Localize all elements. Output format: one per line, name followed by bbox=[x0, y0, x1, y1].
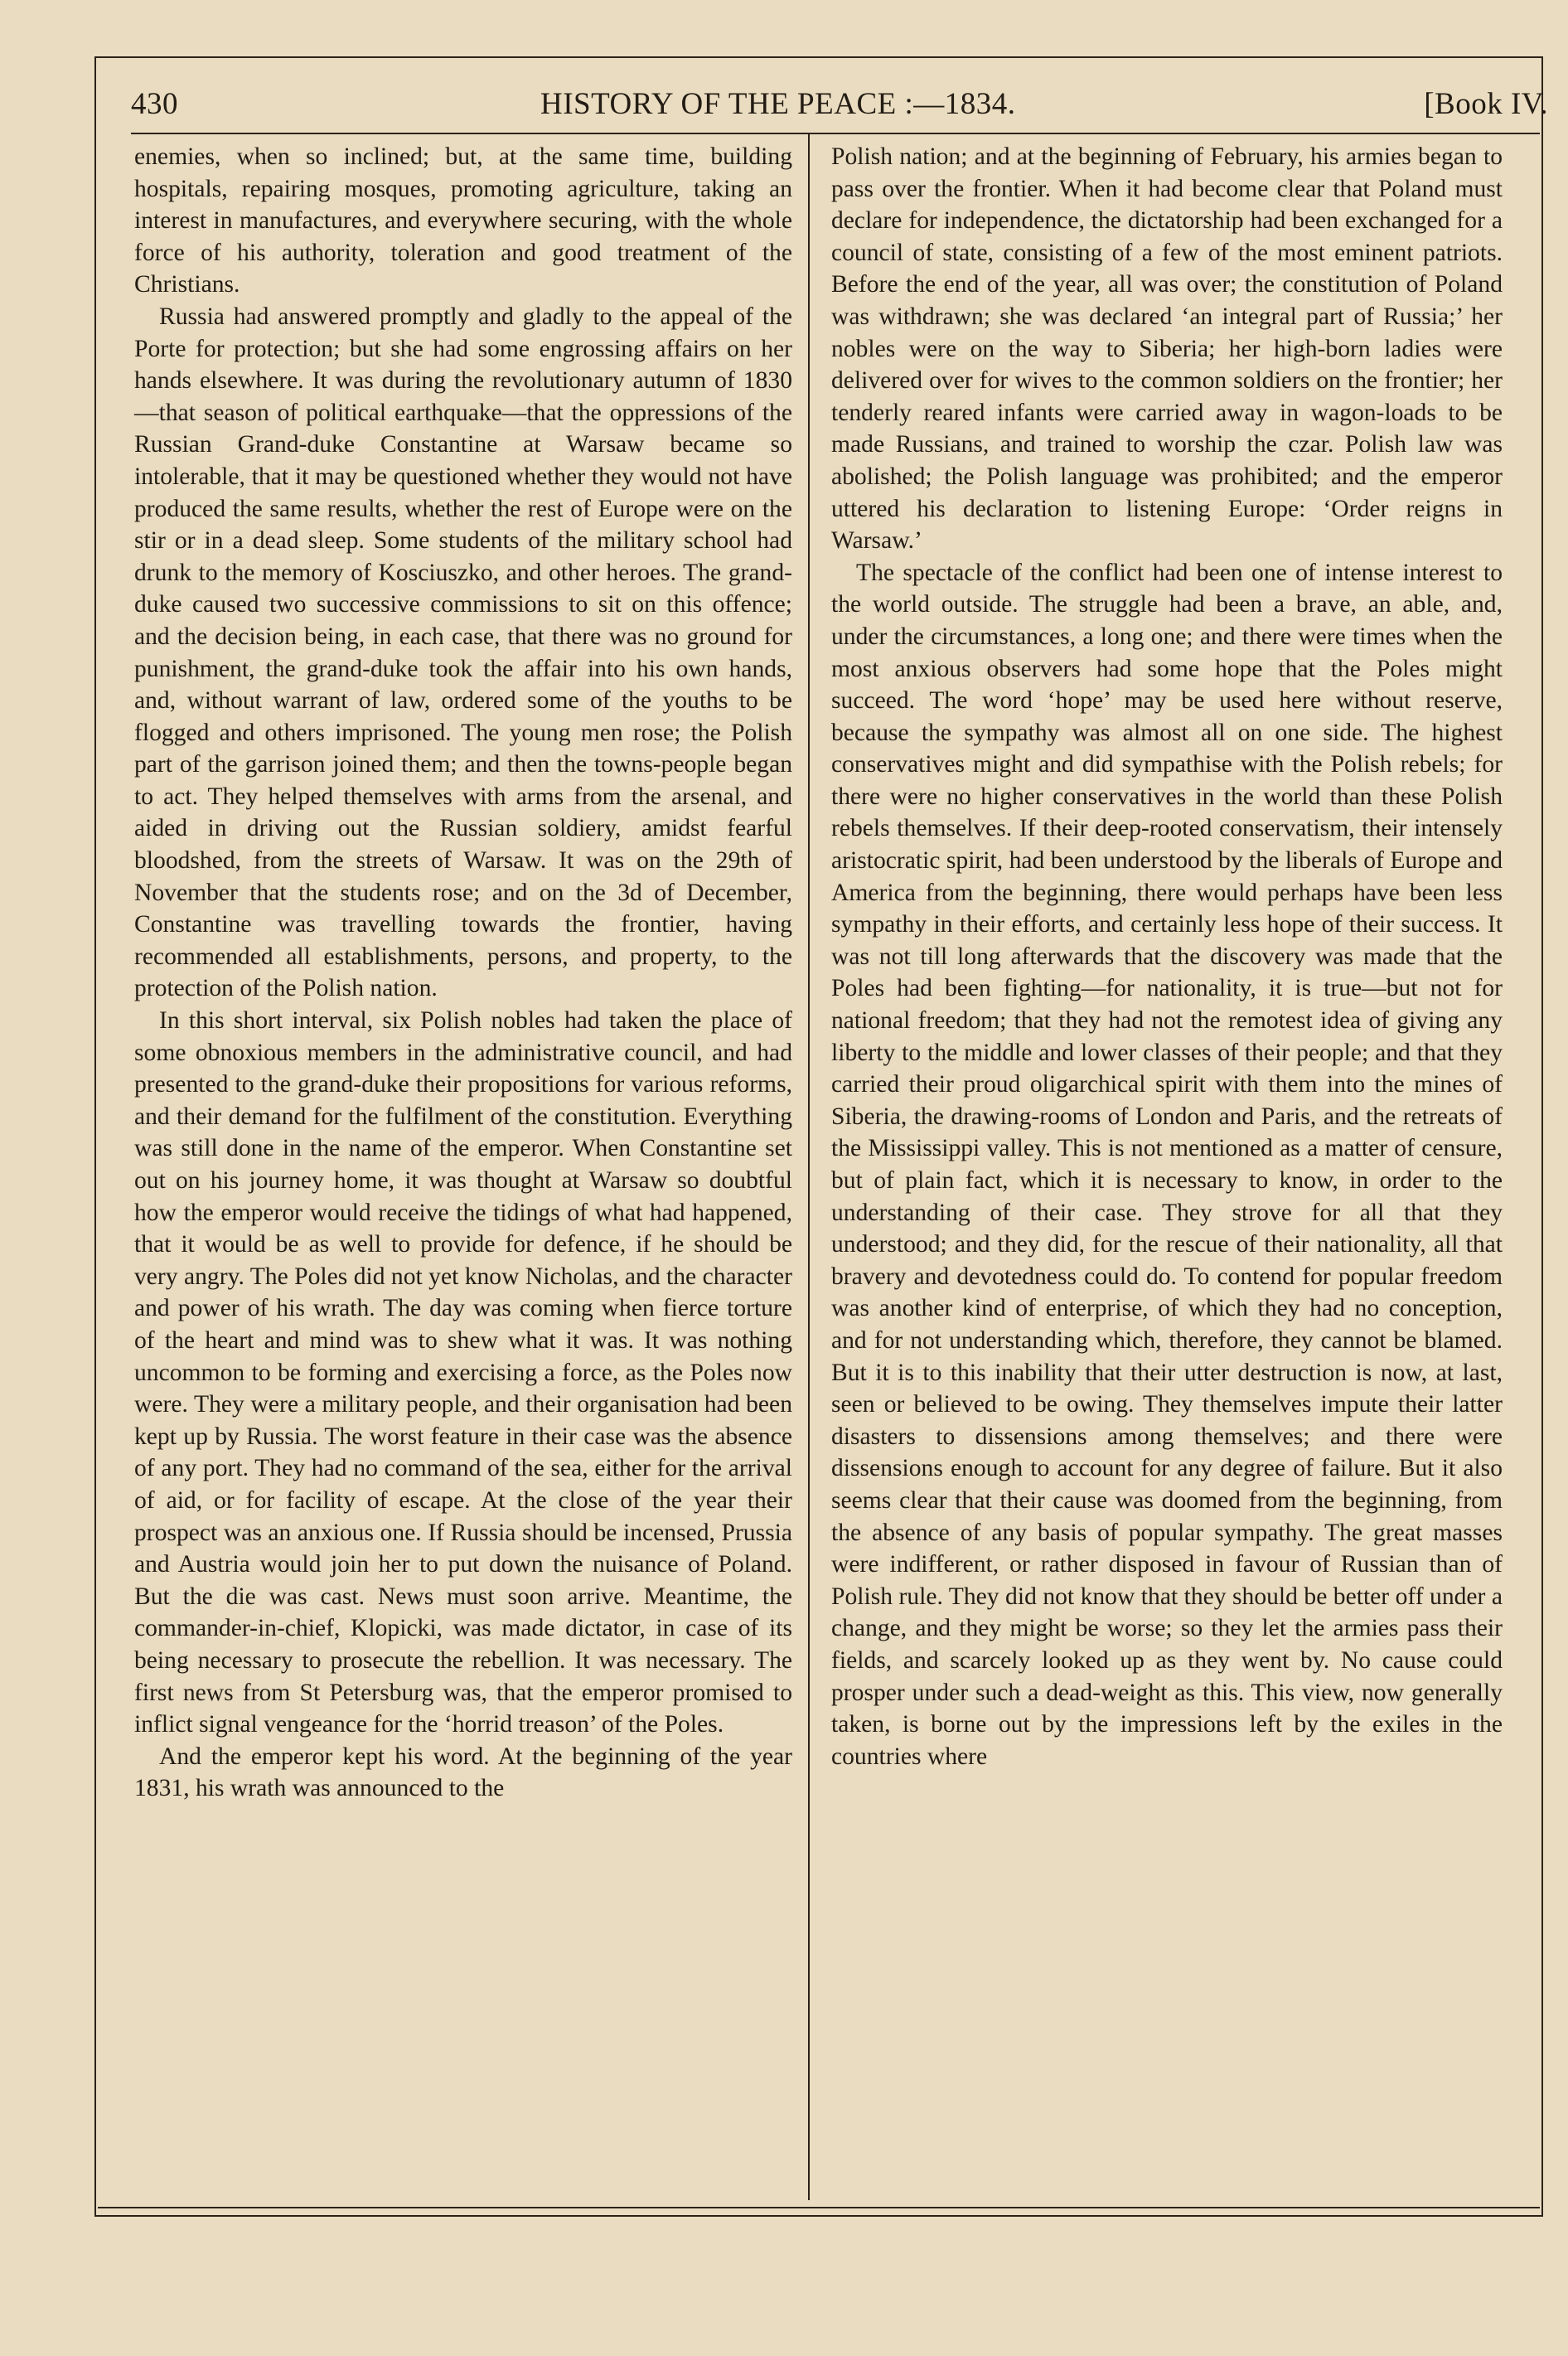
right-column bbox=[831, 141, 1503, 1772]
column-divider bbox=[808, 134, 810, 2200]
right-paragraph-1: Polish nation; and at the beginning of February, his armies began to pass over the frontier. When it had become clear that Poland must declare for independence, the dictatorship had been exchanged for a council of state, consisting of a few of the most eminent patriots. Before the end of the year, all was over; the constitution of Poland was withdrawn; she was declared ‘an integral part of Russia;’ her nobles were on the way to Siberia; her high-born ladies were delivered over for wives to the common soldiers on the frontier; her tenderly reared infants were carried away in wagon-loads to be made Russians, and trained to worship the czar. Polish law was abolished; the Polish language was prohibited; and the emperor uttered his declaration to listening Europe: ‘Order reigns in Warsaw.’ bbox=[831, 143, 1503, 555]
page-number: 430 bbox=[131, 87, 178, 121]
left-paragraph-1: enemies, when so inclined; but, at the same time, building hospitals, repairing mosques, promoting agriculture, taking an interest in manufactures, and everywhere securing, with the whole force of his authority, toleration and good treatment of the Christians. bbox=[134, 143, 792, 298]
left-paragraph-4: And the emperor kept his word. At the beginning of the year 1831, his wrath was announced to the bbox=[134, 1743, 792, 1802]
running-head bbox=[131, 86, 1548, 129]
header-rule bbox=[131, 133, 1540, 134]
running-title: HISTORY OF THE PEACE :—1834. bbox=[540, 87, 1016, 121]
book-label: [Book IV. bbox=[1424, 87, 1548, 121]
right-paragraph-2: The spectacle of the conflict had been one of intense interest to the world outside. The struggle had been a brave, an able, and, under the circumstances, a long one; and there were times when the most anxious observers had some hope that the Poles might succeed. The word ‘hope’ may be used here without reserve, because the sympathy was almost all on one side. The highest conservatives might and did sympathise with the Polish rebels; for there were no higher conservatives in the world than these Polish rebels themselves. If their deep-rooted conservatism, their intensely aristocratic spirit, had been understood by the liberals of Europe and America from the beginning, there would perhaps have been less sympathy in their efforts, and certainly less hope of their success. It was not till long afterwards that the discovery was made that the Poles had been fighting—for nationality, it is true—but not for national freedom; that they had not the remotest idea of giving any liberty to the middle and lower classes of their people; and that they carried their proud oligarchical spirit with them into the mines of Siberia, the drawing-rooms of London and Paris, and the retreats of the Mississippi valley. This is not mentioned as a matter of censure, but of plain fact, which it is necessary to know, in order to the understanding of their case. They strove for all that they understood; and they did, for the rescue of their nationality, all that bravery and devotedness could do. To contend for popular freedom was another kind of enterprise, of which they had no conception, and for not understanding which, therefore, they cannot be blamed. But it is to this inability that their utter destruction is now, at last, seen or believed to be owing. They themselves impute their latter disasters to dissensions among themselves; and there were dissensions enough to account for any degree of failure. But it also seems clear that their cause was doomed from the beginning, from the absence of any basis of popular sympathy. The great masses were indifferent, or rather disposed in favour of Russian than of Polish rule. They did not know that they should be better off under a change, and they might be worse; so they let the armies pass their fields, and scarcely looked up as they went by. No cause could prosper under such a dead-weight as this. This view, now generally taken, is borne out by the impressions left by the exiles in the countries where bbox=[831, 559, 1503, 1770]
footer-rule bbox=[98, 2207, 1540, 2208]
left-paragraph-2: Russia had answered promptly and gladly to the appeal of the Porte for protection; but she had some engrossing affairs on her hands elsewhere. It was during the revolutionary autumn of 1830—that season of political earthquake—that the oppressions of the Russian Grand-duke Constantine at Warsaw became so intolerable, that it may be questioned whether they would not have produced the same results, whether the rest of Europe were on the stir or in a dead sleep. Some students of the military school had drunk to the memory of Kosciuszko, and other heroes. The grand-duke caused two successive commissions to sit on this offence; and the decision being, in each case, that there was no ground for punishment, the grand-duke took the affair into his own hands, and, without warrant of law, ordered some of the youths to be flogged and others imprisoned. The young men rose; the Polish part of the garrison joined them; and then the towns-people began to act. They helped themselves with arms from the arsenal, and aided in driving out the Russian soldiery, amidst fearful bloodshed, from the streets of Warsaw. It was on the 29th of November that the students rose; and on the 3d of December, Constantine was travelling towards the frontier, having recommended all establishments, persons, and property, to the protection of the Polish nation. bbox=[134, 303, 792, 1002]
left-column bbox=[134, 141, 792, 1805]
left-paragraph-3: In this short interval, six Polish nobles had taken the place of some obnoxious members in the administrative council, and had presented to the grand-duke their propositions for various reforms, and their demand for the fulfilment of the constitution. Everything was still done in the name of the emperor. When Constantine set out on his journey home, it was thought at Warsaw so doubtful how the emperor would receive the tidings of what had happened, that it would be as well to provide for defence, if he should be very angry. The Poles did not yet know Nicholas, and the character and power of his wrath. The day was coming when fierce torture of the heart and mind was to shew what it was. It was nothing uncommon to be forming and exercising a force, as the Poles now were. They were a military people, and their organisation had been kept up by Russia. The worst feature in their case was the absence of any port. They had no command of the sea, either for the arrival of aid, or for facility of escape. At the close of the year their prospect was an anxious one. If Russia should be incensed, Prussia and Austria would join her to put down the nuisance of Poland. But the die was cast. News must soon arrive. Meantime, the commander-in-chief, Klopicki, was made dictator, in case of its being necessary to prosecute the rebellion. It was necessary. The first news from St Petersburg was, that the emperor promised to inflict signal vengeance for the ‘horrid treason’ of the Poles. bbox=[134, 1007, 792, 1738]
